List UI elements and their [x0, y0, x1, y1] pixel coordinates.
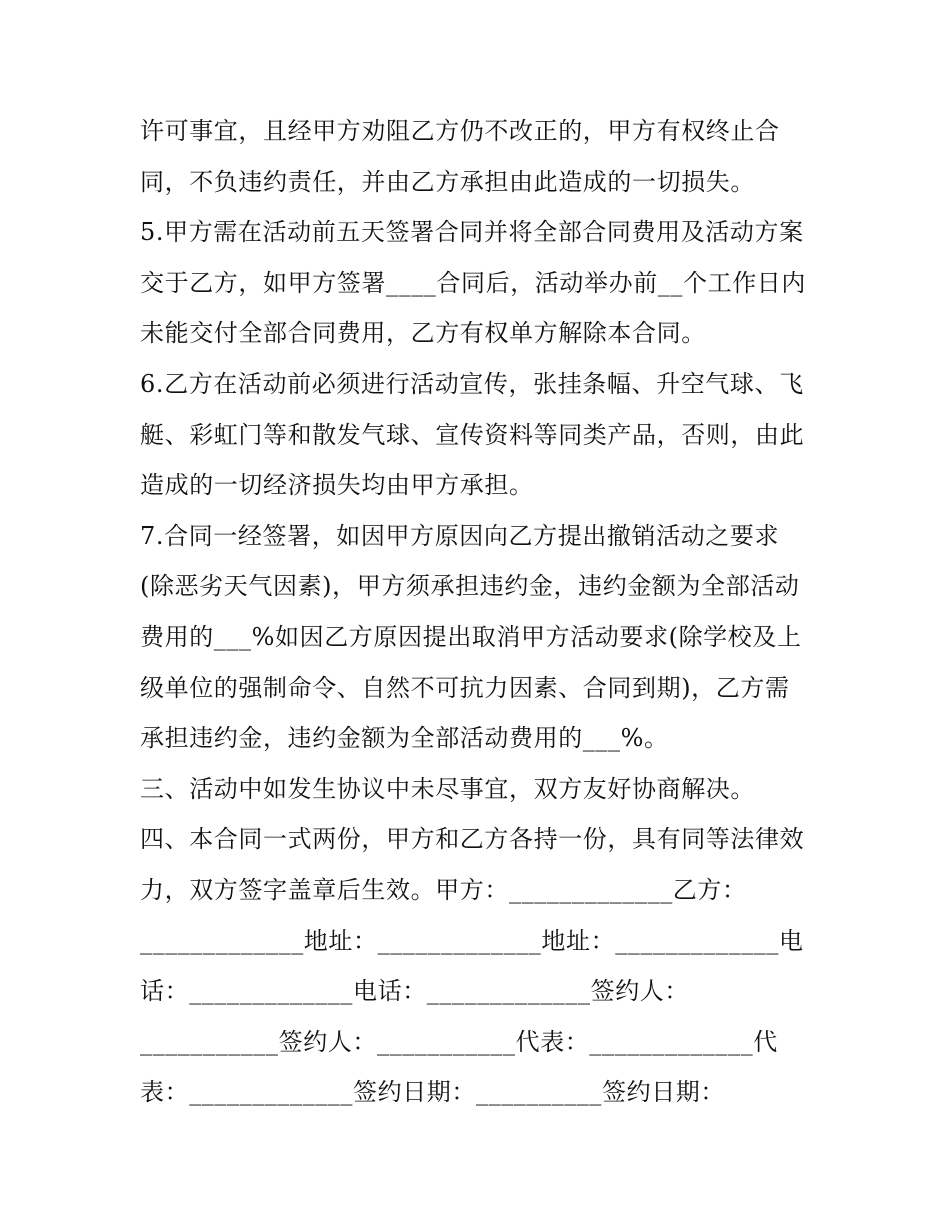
text-line: 艇、彩虹门等和散发气球、宣传资料等同类产品，否则，由此	[140, 420, 805, 449]
text-line: 三、活动中如发生协议中未尽事宜，双方友好协商解决。	[140, 774, 755, 803]
text-line: 承担违约金，违约金额为全部活动费用的___%。	[140, 724, 669, 753]
text-line: ___________签约人：___________代表：_____________代	[140, 1027, 778, 1056]
text-line: _____________地址：_____________地址：_____________电	[140, 926, 804, 955]
text-line: 7.合同一经签署，如因甲方原因向乙方提出撤销活动之要求	[140, 521, 780, 550]
text-line: 5.甲方需在活动前五天签署合同并将全部合同费用及活动方案	[140, 218, 804, 247]
text-line: 级单位的强制命令、自然不可抗力因素、合同到期)，乙方需	[140, 673, 790, 702]
text-line: 话：_____________电话：_____________签约人：	[140, 977, 689, 1006]
text-line: 同，不负违约责任，并由乙方承担由此造成的一切损失。	[140, 167, 755, 196]
text-line: 6.乙方在活动前必须进行活动宣传，张挂条幅、升空气球、飞	[140, 369, 804, 398]
text-line: 力，双方签字盖章后生效。甲方：_____________乙方：	[140, 875, 747, 904]
text-line: 许可事宜，且经甲方劝阻乙方仍不改正的，甲方有权终止合	[140, 117, 780, 145]
contract-body-text	[140, 106, 820, 1118]
text-line: 表：_____________签约日期：__________签约日期：	[140, 1078, 725, 1107]
text-line: (除恶劣天气因素)，甲方须承担违约金，违约金额为全部活动	[140, 572, 800, 601]
text-line: 未能交付全部合同费用，乙方有权单方解除本合同。	[140, 319, 706, 348]
text-line: 费用的___%如因乙方原因提出取消甲方活动要求(除学校及上	[140, 622, 802, 651]
text-line: 四、本合同一式两份，甲方和乙方各持一份，具有同等法律效	[140, 825, 805, 854]
text-line: 造成的一切经济损失均由甲方承担。	[140, 471, 534, 500]
text-line: 交于乙方，如甲方签署____合同后，活动举办前__个工作日内	[140, 268, 806, 297]
